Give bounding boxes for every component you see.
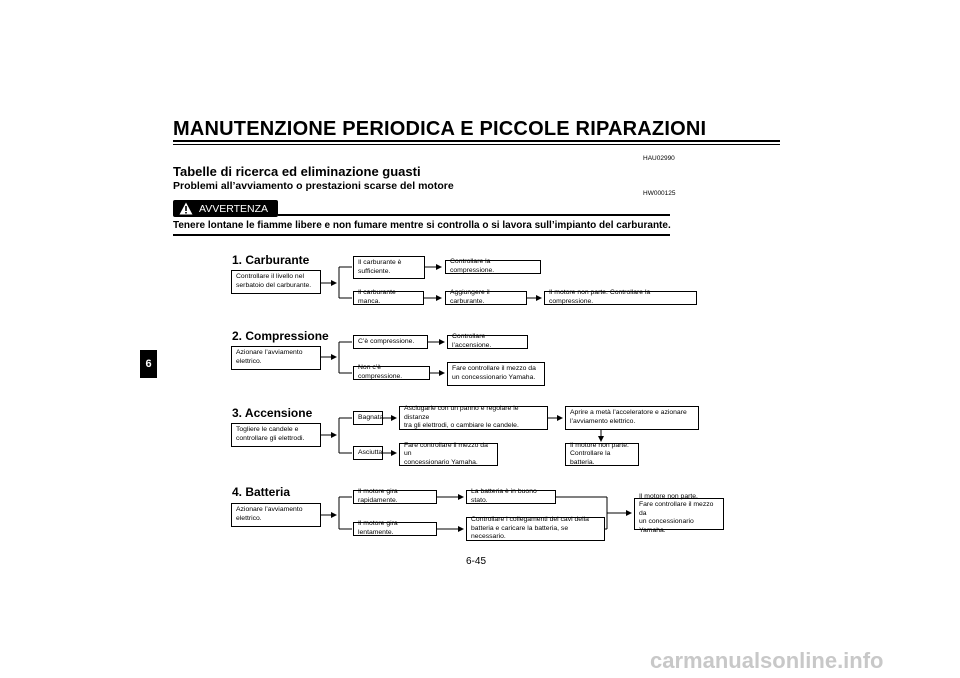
section-heading-compressione: 2. Compressione [232, 329, 329, 343]
section-title: Tabelle di ricerca ed eliminazione guasti [173, 164, 421, 179]
reference-code: HAU02990 [643, 155, 675, 162]
box-remove-spark-plugs: Togliere le candele e controllare gli elettrodi. [231, 423, 321, 447]
box-dry-or-replace-plugs: Asciugarle con un panno e regolare le distanze tra gli elettrodi, o cambiare le candele. [399, 406, 548, 430]
box-dealer-check-2: Fare controllare il mezzo da un concessionario Yamaha. [447, 362, 545, 386]
box-no-start-check-compression: Il motore non parte. Controllare la compressione. [544, 291, 697, 305]
box-fuel-sufficient: Il carburante è sufficiente. [353, 256, 425, 279]
box-no-start-dealer-check: Il motore non parte. Fare controllare il mezzo da un concessionario Yamaha. [634, 498, 724, 530]
box-check-fuel-level: Controllare il livello nel serbatoio del carburante. [231, 270, 321, 294]
section-subtitle: Problemi all’avviamento o prestazioni scarse del motore [173, 180, 454, 192]
box-engine-turns-fast: Il motore gira rapidamente. [353, 490, 437, 504]
box-no-start-check-battery: Il motore non parte. Controllare la batteria. [565, 443, 639, 466]
section-heading-carburante: 1. Carburante [232, 253, 310, 267]
warning-text: Tenere lontane le fiamme libere e non fumare mentre si controlla o si lavora sull’impianto del carburante. [173, 220, 671, 231]
box-electric-start-4: Azionare l’avviamento elettrico. [231, 503, 321, 527]
watermark: carmanualsonline.info [650, 648, 884, 673]
box-dry: Asciutta [353, 446, 383, 460]
warning-label: AVVERTENZA [199, 202, 269, 215]
page-number: 6-45 [466, 556, 487, 567]
box-no-compression: Non c’è compressione. [353, 366, 430, 380]
warning-code: HW000125 [643, 190, 676, 197]
section-heading-accensione: 3. Accensione [232, 406, 313, 420]
box-dealer-check-3: Fare controllare il mezzo da un concessionario Yamaha. [399, 443, 498, 466]
chapter-tab: 6 [140, 350, 157, 378]
box-battery-good: La batteria è in buono stato. [466, 490, 556, 504]
box-fuel-missing: Il carburante manca. [353, 291, 424, 305]
page-title: MANUTENZIONE PERIODICA E PICCOLE RIPARAZIONI [173, 118, 707, 140]
box-check-battery-cables: Controllare i collegamenti dei cavi della batteria e caricare la batteria, se necessario. [466, 517, 605, 541]
box-electric-start-2: Azionare l’avviamento elettrico. [231, 346, 321, 370]
box-compression-ok: C’è compressione. [353, 335, 428, 349]
box-wet: Bagnata [353, 411, 383, 425]
section-heading-batteria: 4. Batteria [232, 485, 291, 499]
box-half-throttle-start: Aprire a metà l’acceleratore e azionare l’avviamento elettrico. [565, 406, 699, 430]
box-check-ignition: Controllare l’accensione. [447, 335, 528, 349]
box-add-fuel: Aggiungere il carburante. [445, 291, 527, 305]
box-check-compression: Controllare la compressione. [445, 260, 541, 274]
box-engine-turns-slow: Il motore gira lentamente. [353, 522, 437, 536]
